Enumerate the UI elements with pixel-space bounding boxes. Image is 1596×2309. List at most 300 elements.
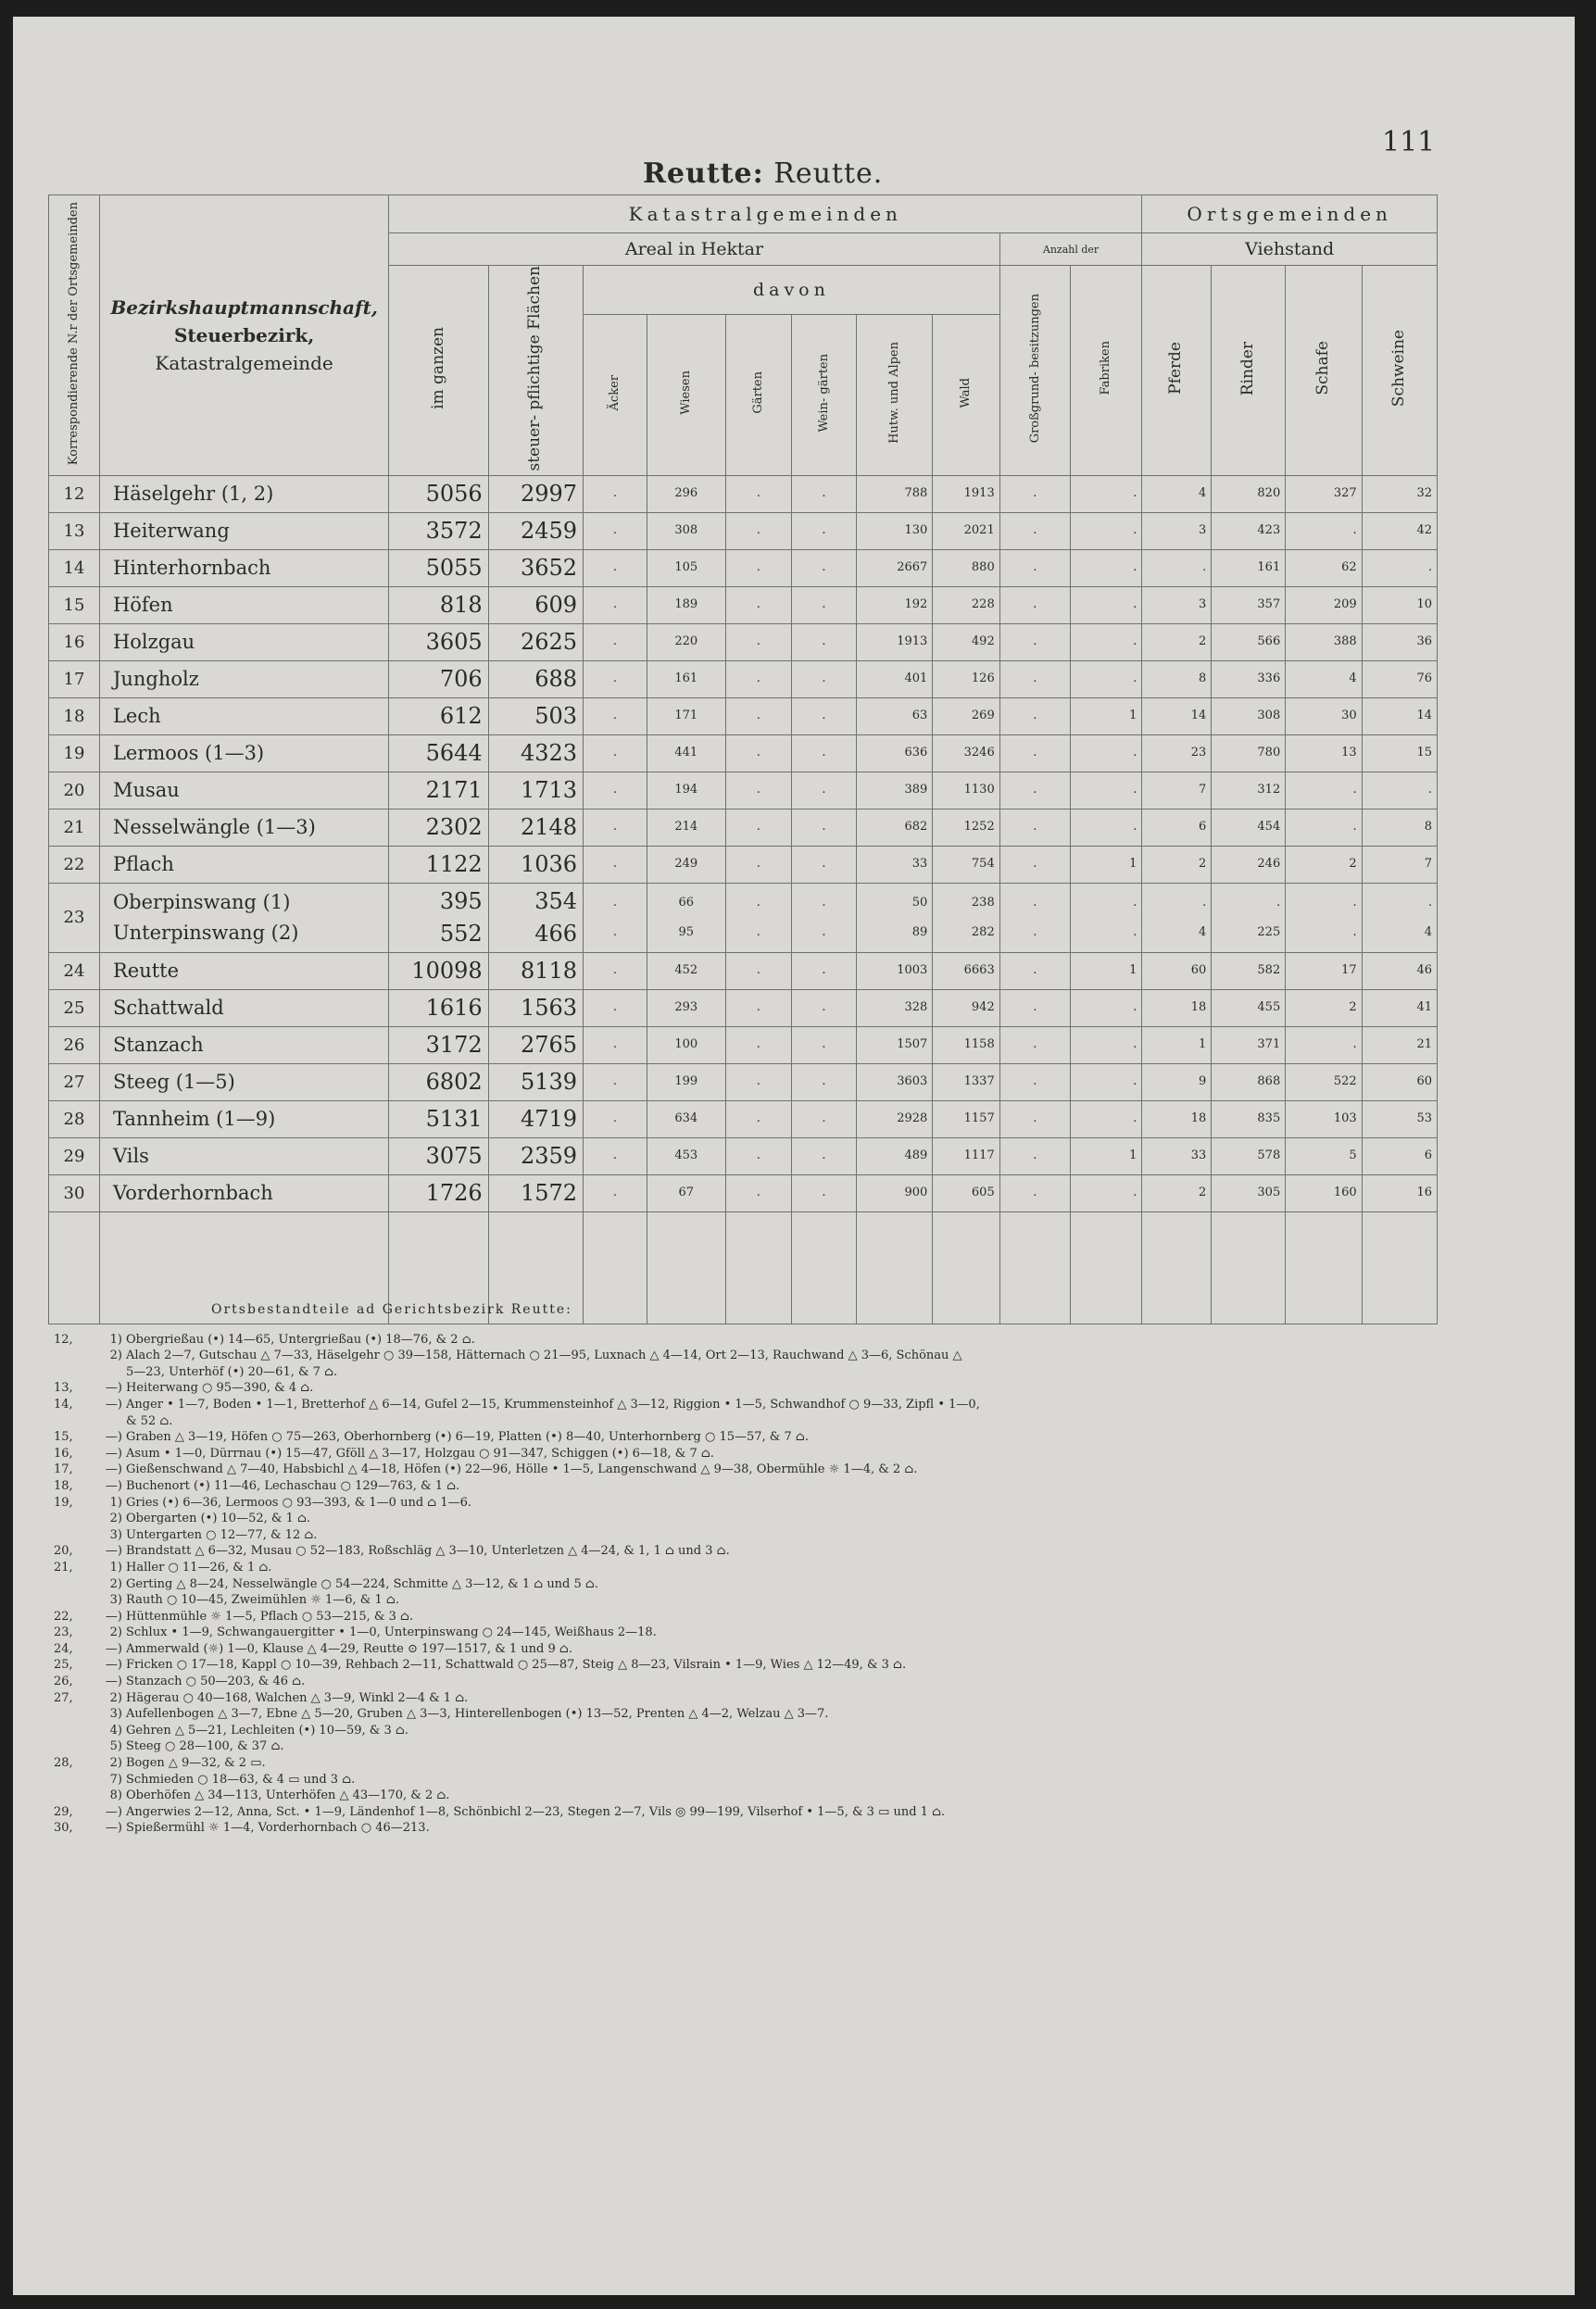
cell-rinder: 371: [1212, 1026, 1286, 1063]
cell-pferde: 14: [1142, 697, 1212, 734]
cell-wein: .: [791, 586, 856, 623]
footnotes: [54, 1302, 1425, 1837]
row-name: Häselgehr (1, 2): [99, 475, 388, 512]
cell-gross: .: [999, 623, 1070, 660]
cell-wiesen: 214: [647, 809, 725, 846]
cell-steuer: 1563: [488, 989, 583, 1026]
cell-rinder: 423: [1212, 512, 1286, 549]
footnote-sub: —): [105, 1641, 122, 1656]
cell-hutw: [856, 883, 932, 952]
cell-ganz: 3605: [389, 623, 488, 660]
page-title: Reutte: Reutte.: [643, 157, 884, 190]
footnote-line: [54, 1690, 1425, 1707]
row-name: Steeg (1—5): [99, 1063, 388, 1100]
cell-value: 466: [534, 920, 578, 947]
cell-fabr: .: [1070, 734, 1141, 772]
table-row: [49, 952, 1438, 989]
cell-gaerten: [725, 883, 791, 952]
cell-value: .: [1352, 896, 1357, 910]
cell-fabr: .: [1070, 623, 1141, 660]
footnote-text: Obergrießau (•) 14—65, Untergrießau (•) 18—76, & 2 ⌂.: [126, 1332, 475, 1347]
footnote-line: [54, 1738, 1425, 1755]
cell-steuer: 5139: [488, 1063, 583, 1100]
cell-gross: .: [999, 952, 1070, 989]
cell-value: .: [612, 896, 617, 910]
cell-wiesen: 634: [647, 1100, 725, 1137]
cell-schweine: 14: [1362, 697, 1437, 734]
cell-rinder: 820: [1212, 475, 1286, 512]
footnote-sub: —): [105, 1446, 122, 1461]
cell-value: 354: [534, 887, 578, 914]
cell-wald: 1158: [933, 1026, 999, 1063]
row-number: 28: [49, 1100, 100, 1137]
cell-aecker: .: [584, 586, 647, 623]
cell-gaerten: .: [725, 586, 791, 623]
cell-schweine: 7: [1362, 846, 1437, 883]
cell-wald: 492: [933, 623, 999, 660]
cell-schafe: 2: [1286, 846, 1362, 883]
cell-aecker: .: [584, 772, 647, 809]
cell-value: 4: [1199, 924, 1207, 939]
cell-gaerten: .: [725, 623, 791, 660]
cell-value: 282: [971, 924, 995, 939]
cell-hutw: 1913: [856, 623, 932, 660]
footnote-line: [54, 1804, 1425, 1821]
footnote-number: [54, 1576, 96, 1593]
cell-wiesen: 100: [647, 1026, 725, 1063]
cell-pferde: 9: [1142, 1063, 1212, 1100]
cell-value: 4: [1424, 924, 1432, 939]
footnote-number: [54, 1413, 96, 1430]
cell-rinder: 246: [1212, 846, 1286, 883]
col-steuerpflichtig: steuer- pflichtige Flächen: [488, 266, 583, 476]
cell-hutw: 2667: [856, 549, 932, 586]
footnote-text: Aufellenbogen △ 3—7, Ebne △ 5—20, Gruben △ 3—3, Hinterellenbogen (•) 13—52, Prenten △ 4—2, Welzau △ 3—7.: [126, 1707, 829, 1722]
footnote-text: Gehren △ 5—21, Lechleiten (•) 10—59, & 3 ⌂.: [126, 1723, 408, 1738]
cell-hutw: 636: [856, 734, 932, 772]
cell-schweine: 10: [1362, 586, 1437, 623]
footnote-sub: 4): [109, 1723, 122, 1738]
footnote-text: Untergarten ○ 12—77, & 12 ⌂.: [126, 1527, 318, 1542]
footnote-text: Oberhöfen △ 34—113, Unterhöfen △ 43—170, & 2 ⌂.: [126, 1788, 450, 1803]
row-name: Holzgau: [99, 623, 388, 660]
cell-wald: 1130: [933, 772, 999, 809]
table-row: [49, 1100, 1438, 1137]
col-grossgrund: Großgrund- besitzungen: [999, 266, 1070, 476]
cell-value: .: [1352, 924, 1357, 939]
footnote-number: [54, 1511, 96, 1527]
row-number: 25: [49, 989, 100, 1026]
table-row: [49, 475, 1438, 512]
cell-gaerten: .: [725, 1100, 791, 1137]
cell-hutw: 33: [856, 846, 932, 883]
cell-aecker: .: [584, 734, 647, 772]
cell-gross: .: [999, 1026, 1070, 1063]
cell-schweine: .: [1362, 772, 1437, 809]
cell-schafe: 160: [1286, 1174, 1362, 1211]
cell-wald: 1117: [933, 1137, 999, 1174]
footnote-line: [54, 1592, 1425, 1609]
footnote-line: [54, 1495, 1425, 1512]
cell-wald: [933, 883, 999, 952]
cell-hutw: 1003: [856, 952, 932, 989]
cell-gross: .: [999, 512, 1070, 549]
cell-schafe: 2: [1286, 989, 1362, 1026]
col-im-ganzen: im ganzen: [389, 266, 488, 476]
cell-wald: 228: [933, 586, 999, 623]
cell-hutw: 900: [856, 1174, 932, 1211]
table-row: [49, 1063, 1438, 1100]
cell-pferde: 18: [1142, 1100, 1212, 1137]
footnote-text: Buchenort (•) 11—46, Lechaschau ○ 129—763, & 1 ⌂.: [126, 1478, 460, 1493]
footnote-line: [54, 1706, 1425, 1723]
footnote-number: 30,: [54, 1821, 73, 1836]
cell-gross: .: [999, 846, 1070, 883]
cell-hutw: 788: [856, 475, 932, 512]
cell-wiesen: 105: [647, 549, 725, 586]
footnote-text: Asum • 1—0, Dürrnau (•) 15—47, Gföll △ 3—17, Holzgau ○ 91—347, Schiggen (•) 6—18, & 7 ⌂.: [126, 1446, 714, 1461]
cell-gross: .: [999, 475, 1070, 512]
cell-rinder: [1212, 883, 1286, 952]
cell-value: .: [612, 924, 617, 939]
cell-gross: .: [999, 1174, 1070, 1211]
cell-wiesen: [647, 883, 725, 952]
footnote-sub: 2): [109, 1512, 122, 1526]
cell-steuer: 2625: [488, 623, 583, 660]
cell-steuer: 609: [488, 586, 583, 623]
cell-fabr: .: [1070, 772, 1141, 809]
cell-schafe: [1286, 883, 1362, 952]
cell-rinder: 566: [1212, 623, 1286, 660]
footnote-text: Fricken ○ 17—18, Kappl ○ 10—39, Rehbach 2—11, Schattwald ○ 25—87, Steig △ 8—23, Vilsrain • 1—9, Wies △ 12—49, & 3 ⌂.: [126, 1658, 907, 1673]
cell-ganz: 1616: [389, 989, 488, 1026]
cell-fabr: .: [1070, 1100, 1141, 1137]
cell-schafe: .: [1286, 772, 1362, 809]
cell-pferde: 3: [1142, 586, 1212, 623]
footnote-text: Anger • 1—7, Boden • 1—1, Bretterhof △ 6—14, Gufel 2—15, Krummensteinhof △ 3—12, Riggion • 1—5, Schwandhof ○ 9—33, Zipfl • 1—0,: [126, 1397, 980, 1412]
cell-fabr: .: [1070, 512, 1141, 549]
footnote-line: [54, 1478, 1425, 1495]
row-number: 26: [49, 1026, 100, 1063]
footnote-line: [54, 1788, 1425, 1804]
cell-schweine: .: [1362, 549, 1437, 586]
cell-steuer: 2148: [488, 809, 583, 846]
cell-fabr: [1070, 883, 1141, 952]
footnote-text: Schmieden ○ 18—63, & 4 ▭ und 3 ⌂.: [126, 1772, 356, 1787]
cell-hutw: 401: [856, 660, 932, 697]
footnote-sub: —): [105, 1397, 122, 1412]
cell-rinder: 454: [1212, 809, 1286, 846]
cell-gross: [999, 883, 1070, 952]
cell-hutw: 130: [856, 512, 932, 549]
cell-ganz: 1122: [389, 846, 488, 883]
footnote-line: [54, 1755, 1425, 1772]
cell-steuer: 2997: [488, 475, 583, 512]
table-row: [49, 623, 1438, 660]
cell-schafe: 13: [1286, 734, 1362, 772]
cell-wiesen: 220: [647, 623, 725, 660]
row-number: 24: [49, 952, 100, 989]
cell-steuer: 2765: [488, 1026, 583, 1063]
footnote-sub: —): [105, 1609, 122, 1624]
table-row: [49, 809, 1438, 846]
cell-gaerten: .: [725, 1174, 791, 1211]
row-number: 17: [49, 660, 100, 697]
cell-gaerten: .: [725, 989, 791, 1026]
footnote-sub: 2): [109, 1690, 122, 1705]
footnote-text: Haller ○ 11—26, & 1 ⌂.: [126, 1560, 272, 1575]
cell-gross: .: [999, 586, 1070, 623]
cell-schafe: .: [1286, 809, 1362, 846]
cell-ganz: 2171: [389, 772, 488, 809]
row-number: 27: [49, 1063, 100, 1100]
col-wiesen: Wiesen: [647, 314, 725, 475]
cell-schafe: 4: [1286, 660, 1362, 697]
footnote-line: [54, 1413, 1425, 1430]
cell-wiesen: 308: [647, 512, 725, 549]
cell-ganz: 818: [389, 586, 488, 623]
cell-wein: .: [791, 952, 856, 989]
footnote-number: 20,: [54, 1544, 73, 1559]
cell-wiesen: 189: [647, 586, 725, 623]
cell-gross: .: [999, 549, 1070, 586]
row-number: 15: [49, 586, 100, 623]
page-number: 111: [1382, 126, 1436, 158]
footnote-line: [54, 1380, 1425, 1397]
footnote-number: [54, 1706, 96, 1723]
footnote-number: 26,: [54, 1675, 73, 1689]
footnote-text: 5—23, Unterhöf (•) 20—61, & 7 ⌂.: [126, 1364, 338, 1379]
cell-fabr: 1: [1070, 697, 1141, 734]
row-name: Tannheim (1—9): [99, 1100, 388, 1137]
footnote-text: Brandstatt △ 6—32, Musau ○ 52—183, Roßschläg △ 3—10, Unterletzen △ 4—24, & 1, 1 ⌂ und 3 ⌂.: [126, 1544, 730, 1559]
footnote-sub: [96, 1413, 126, 1430]
cell-wein: .: [791, 697, 856, 734]
cell-fabr: .: [1070, 586, 1141, 623]
footnote-line: [54, 1332, 1425, 1349]
footnote-sub: —): [105, 1658, 122, 1673]
cell-schafe: 327: [1286, 475, 1362, 512]
cell-wald: 754: [933, 846, 999, 883]
cell-steuer: 2359: [488, 1137, 583, 1174]
row-number: 18: [49, 697, 100, 734]
footnote-text: Heiterwang ○ 95—390, & 4 ⌂.: [126, 1381, 314, 1396]
cell-gaerten: .: [725, 1137, 791, 1174]
footnotes-heading: Ortsbestandteile ad Gerichtsbezirk Reutte:: [211, 1302, 572, 1317]
cell-value: .: [1133, 896, 1137, 910]
cell-wiesen: 249: [647, 846, 725, 883]
footnote-number: [54, 1592, 96, 1609]
cell-value: 552: [439, 920, 483, 947]
footnote-line: [54, 1723, 1425, 1739]
cell-schweine: 16: [1362, 1174, 1437, 1211]
footnote-line: [54, 1462, 1425, 1478]
row-name: Nesselwängle (1—3): [99, 809, 388, 846]
row-name: Höfen: [99, 586, 388, 623]
footnote-sub: 2): [109, 1625, 122, 1640]
footnote-text: Bogen △ 9—32, & 2 ▭.: [126, 1756, 266, 1771]
cell-gaerten: .: [725, 660, 791, 697]
cell-fabr: 1: [1070, 846, 1141, 883]
footnote-number: [54, 1364, 96, 1381]
cell-gaerten: .: [725, 772, 791, 809]
footnote-sub: —): [105, 1478, 122, 1493]
cell-wald: 605: [933, 1174, 999, 1211]
cell-wein: .: [791, 512, 856, 549]
footnote-text: Spießermühl ☼ 1—4, Vorderhornbach ○ 46—213.: [126, 1821, 430, 1836]
cell-schafe: 5: [1286, 1137, 1362, 1174]
row-name: Jungholz: [99, 660, 388, 697]
row-name: Heiterwang: [99, 512, 388, 549]
cell-wein: .: [791, 772, 856, 809]
cell-wald: 3246: [933, 734, 999, 772]
footnote-line: [54, 1609, 1425, 1625]
cell-fabr: .: [1070, 475, 1141, 512]
row-number: 14: [49, 549, 100, 586]
footnote-sub: 8): [109, 1788, 122, 1803]
cell-rinder: 336: [1212, 660, 1286, 697]
cell-value: .: [1427, 896, 1432, 910]
cell-wald: 942: [933, 989, 999, 1026]
cell-wiesen: 67: [647, 1174, 725, 1211]
row-number: 22: [49, 846, 100, 883]
cell-steuer: 688: [488, 660, 583, 697]
cell-ganz: [389, 883, 488, 952]
footnote-sub: 3): [109, 1707, 122, 1722]
cell-wiesen: 452: [647, 952, 725, 989]
footnote-text: Hüttenmühle ☼ 1—5, Pflach ○ 53—215, & 3 ⌂.: [126, 1609, 414, 1624]
cell-gross: .: [999, 660, 1070, 697]
cell-value: 50: [911, 896, 928, 910]
cell-ganz: 612: [389, 697, 488, 734]
cell-gaerten: .: [725, 549, 791, 586]
table-row: [49, 772, 1438, 809]
footnote-sub: 2): [109, 1349, 122, 1363]
cell-schafe: .: [1286, 512, 1362, 549]
footnote-text: Schlux • 1—9, Schwangauergitter • 1—0, Unterpinswang ○ 24—145, Weißhaus 2—18.: [126, 1625, 657, 1640]
footnote-line: [54, 1560, 1425, 1576]
cell-schafe: 388: [1286, 623, 1362, 660]
footnote-sub: —): [105, 1462, 122, 1477]
cell-value: 225: [1257, 924, 1281, 939]
footnote-number: 25,: [54, 1658, 73, 1673]
cell-hutw: 328: [856, 989, 932, 1026]
footnote-number: 23,: [54, 1625, 73, 1640]
footnote-line: [54, 1397, 1425, 1413]
footnote-line: [54, 1429, 1425, 1446]
cell-gaerten: .: [725, 512, 791, 549]
cell-steuer: 3652: [488, 549, 583, 586]
footnote-number: [54, 1772, 96, 1788]
footnote-line: [54, 1576, 1425, 1593]
footnote-text: Graben △ 3—19, Höfen ○ 75—263, Oberhornberg (•) 6—19, Platten (•) 8—40, Unterhornberg ○ 15—57, & 7 ⌂.: [126, 1430, 809, 1445]
cell-fabr: .: [1070, 1063, 1141, 1100]
cell-steuer: [488, 883, 583, 952]
footnote-line: [54, 1625, 1425, 1641]
cell-rinder: 455: [1212, 989, 1286, 1026]
cell-schafe: 17: [1286, 952, 1362, 989]
cell-aecker: .: [584, 952, 647, 989]
footnote-number: 15,: [54, 1430, 73, 1445]
cell-gaerten: .: [725, 697, 791, 734]
cell-hutw: 2928: [856, 1100, 932, 1137]
row-name: Stanzach: [99, 1026, 388, 1063]
row-name: Musau: [99, 772, 388, 809]
cell-gaerten: .: [725, 734, 791, 772]
cell-wiesen: 441: [647, 734, 725, 772]
cell-rinder: 312: [1212, 772, 1286, 809]
cell-schafe: .: [1286, 1026, 1362, 1063]
cell-schweine: 46: [1362, 952, 1437, 989]
cell-rinder: 161: [1212, 549, 1286, 586]
row-number: 21: [49, 809, 100, 846]
row-name: Pflach: [99, 846, 388, 883]
cell-wiesen: 453: [647, 1137, 725, 1174]
row-number: 19: [49, 734, 100, 772]
row-number: 30: [49, 1174, 100, 1211]
cell-gross: .: [999, 1063, 1070, 1100]
cell-gross: .: [999, 989, 1070, 1026]
footnote-line: [54, 1446, 1425, 1462]
footnote-line: [54, 1364, 1425, 1381]
cell-fabr: .: [1070, 660, 1141, 697]
cell-steuer: 4323: [488, 734, 583, 772]
cell-fabr: .: [1070, 809, 1141, 846]
footnote-number: 22,: [54, 1609, 73, 1624]
cell-wald: 6663: [933, 952, 999, 989]
cell-value: .: [1033, 924, 1037, 939]
cell-aecker: .: [584, 989, 647, 1026]
footnote-number: [54, 1738, 96, 1755]
cell-ganz: 6802: [389, 1063, 488, 1100]
footnote-number: 19,: [54, 1495, 73, 1510]
col-schweine: Schweine: [1362, 266, 1437, 476]
table-row: [49, 549, 1438, 586]
cell-ganz: 3075: [389, 1137, 488, 1174]
table-row: [49, 1137, 1438, 1174]
table-row: [49, 846, 1438, 883]
footnote-sub: 1): [109, 1495, 122, 1510]
footnote-text: Gerting △ 8—24, Nesselwängle ○ 54—224, Schmitte △ 3—12, & 1 ⌂ und 5 ⌂.: [126, 1576, 598, 1591]
cell-value: .: [756, 896, 760, 910]
table-row: [49, 512, 1438, 549]
footnote-number: 21,: [54, 1560, 73, 1575]
cell-steuer: 2459: [488, 512, 583, 549]
cell-ganz: 5644: [389, 734, 488, 772]
row-name: Lermoos (1—3): [99, 734, 388, 772]
footnote-text: Gießenschwand △ 7—40, Habsbichl △ 4—18, Höfen (•) 22—96, Hölle • 1—5, Langenschwand △ 9—38, Obermühle ☼ 1—4, & 2 ⌂.: [126, 1462, 918, 1477]
cell-gaerten: .: [725, 952, 791, 989]
footnote-text: Gries (•) 6—36, Lermoos ○ 93—393, & 1—0 und ⌂ 1—6.: [126, 1495, 472, 1510]
cell-value: 395: [439, 887, 483, 914]
cell-gaerten: .: [725, 809, 791, 846]
cell-pferde: .: [1142, 549, 1212, 586]
cell-schweine: 41: [1362, 989, 1437, 1026]
group-ortsgemeinden: Ortsgemeinden: [1142, 195, 1438, 233]
cell-ganz: 5056: [389, 475, 488, 512]
cell-ganz: 1726: [389, 1174, 488, 1211]
row-name: Reutte: [99, 952, 388, 989]
cell-wald: 1252: [933, 809, 999, 846]
col-hutweiden: Hutw. und Alpen: [856, 314, 932, 475]
cell-ganz: 706: [389, 660, 488, 697]
footnote-text: Steeg ○ 28—100, & 37 ⌂.: [126, 1739, 284, 1754]
cell-pferde: 33: [1142, 1137, 1212, 1174]
cell-schafe: 209: [1286, 586, 1362, 623]
cell-rinder: 305: [1212, 1174, 1286, 1211]
table-row: [49, 697, 1438, 734]
cell-wald: 126: [933, 660, 999, 697]
